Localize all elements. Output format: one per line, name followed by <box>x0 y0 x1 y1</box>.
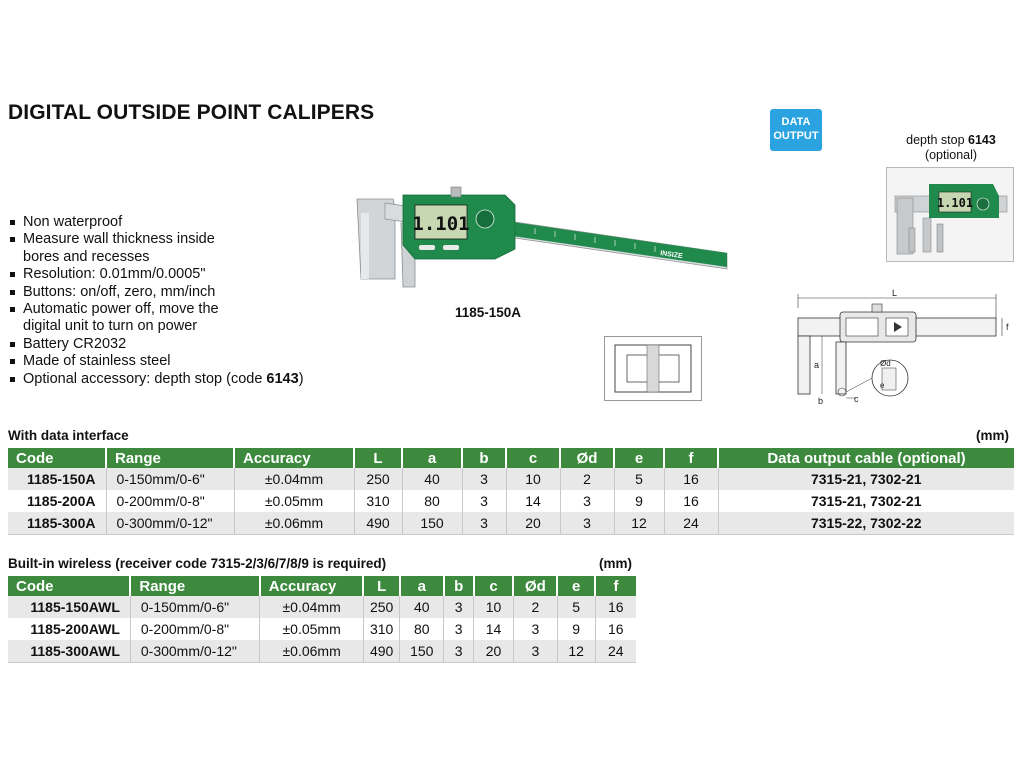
table-cell: 2 <box>560 468 614 490</box>
table-cell: ±0.06mm <box>260 640 364 662</box>
feature-item <box>8 284 304 301</box>
depth-stop-label: depth stop <box>906 133 965 147</box>
table-cell: ±0.04mm <box>234 468 354 490</box>
depth-photo-display: 1.101 <box>936 196 974 210</box>
table-cell: 16 <box>664 468 718 490</box>
table-cell: 7315-22, 7302-22 <box>718 512 1014 534</box>
drawing-label-f: f <box>1006 322 1009 332</box>
drawing-label-L: L <box>892 288 898 298</box>
feature-item <box>8 336 304 353</box>
table-cell: ±0.05mm <box>260 618 364 640</box>
column-header: b <box>462 448 506 468</box>
table-cell: 150 <box>402 512 462 534</box>
model-code-cell: 1185-200A <box>8 490 106 512</box>
drawing-label-e: e <box>880 381 885 390</box>
badge-line-1: DATA <box>781 116 811 128</box>
table-cell: 490 <box>363 640 399 662</box>
bullet-icon <box>10 377 15 382</box>
depth-stop-caption <box>888 133 1014 163</box>
bullet-icon <box>10 359 15 364</box>
table-row <box>8 468 1014 490</box>
table-cell: 14 <box>474 618 514 640</box>
depth-stop-note: (optional) <box>924 148 978 162</box>
spec-table-wireless <box>8 576 636 663</box>
column-header: Code <box>8 576 130 596</box>
table-cell: 0-300mm/0-12" <box>106 512 234 534</box>
table-cell: 10 <box>506 468 560 490</box>
table-cell: ±0.04mm <box>260 596 364 618</box>
table-cell: 5 <box>614 468 664 490</box>
spec-table-data-interface <box>8 448 1014 535</box>
column-header: c <box>506 448 560 468</box>
table-cell: 20 <box>506 512 560 534</box>
caliper-photo <box>355 183 730 298</box>
column-header: Ød <box>560 448 614 468</box>
drawing-label-b: b <box>818 396 824 406</box>
column-header: a <box>400 576 444 596</box>
table1-unit: (mm) <box>976 428 1009 443</box>
table-cell: 3 <box>513 618 557 640</box>
column-header: Range <box>106 448 234 468</box>
column-header: Ød <box>513 576 557 596</box>
table-cell: 40 <box>402 468 462 490</box>
table-cell: ±0.06mm <box>234 512 354 534</box>
table-row <box>8 618 636 640</box>
table-cell: 12 <box>614 512 664 534</box>
table-cell: 9 <box>557 618 595 640</box>
table-cell: 9 <box>614 490 664 512</box>
column-header: f <box>595 576 636 596</box>
table-cell: 80 <box>400 618 444 640</box>
feature-text-continued: bores and recesses <box>23 248 150 265</box>
column-header: a <box>402 448 462 468</box>
table-cell: 3 <box>513 640 557 662</box>
model-code-cell: 1185-300A <box>8 512 106 534</box>
bullet-icon <box>10 220 15 225</box>
table-cell: 40 <box>400 596 444 618</box>
bullet-icon <box>10 272 15 277</box>
model-code-cell: 1185-200AWL <box>8 618 130 640</box>
table-cell: 16 <box>664 490 718 512</box>
bullet-icon <box>10 237 15 242</box>
table-cell: 16 <box>595 618 636 640</box>
model-code-cell: 1185-300AWL <box>8 640 130 662</box>
table-cell: 24 <box>595 640 636 662</box>
technical-drawing <box>796 288 1018 413</box>
column-header: e <box>614 448 664 468</box>
table-row <box>8 640 636 662</box>
feature-code: 6143 <box>266 370 299 387</box>
feature-list <box>8 214 304 388</box>
depth-stop-code: 6143 <box>968 133 996 147</box>
table-cell: 3 <box>462 512 506 534</box>
table-cell: 14 <box>506 490 560 512</box>
table-cell: 490 <box>354 512 402 534</box>
column-header: Range <box>130 576 259 596</box>
table-cell: 0-200mm/0-8" <box>130 618 259 640</box>
table-cell: 310 <box>354 490 402 512</box>
column-header: L <box>354 448 402 468</box>
page-title: DIGITAL OUTSIDE POINT CALIPERS <box>8 101 375 124</box>
bullet-icon <box>10 290 15 295</box>
table-row <box>8 512 1014 534</box>
feature-item <box>8 266 304 283</box>
column-header: L <box>363 576 399 596</box>
column-header: f <box>664 448 718 468</box>
table-cell: 24 <box>664 512 718 534</box>
caliper-brand: INSIZE <box>659 250 684 261</box>
drawing-label-c: c <box>854 394 859 404</box>
column-header: c <box>474 576 514 596</box>
table-cell: 250 <box>363 596 399 618</box>
table-cell: 3 <box>560 512 614 534</box>
table-cell: 0-150mm/0-6" <box>130 596 259 618</box>
model-code-cell: 1185-150A <box>8 468 106 490</box>
bullet-icon <box>10 307 15 312</box>
bullet-icon <box>10 342 15 347</box>
table-cell: 310 <box>363 618 399 640</box>
table-cell: 2 <box>513 596 557 618</box>
caliper-display: 1.101 <box>412 213 470 235</box>
model-code-cell: 1185-150AWL <box>8 596 130 618</box>
table-cell: 3 <box>444 640 474 662</box>
measurement-section-view <box>604 336 702 401</box>
column-header: Code <box>8 448 106 468</box>
column-header: e <box>557 576 595 596</box>
table-cell: 7315-21, 7302-21 <box>718 468 1014 490</box>
column-header: b <box>444 576 474 596</box>
model-caption: 1185-150A <box>455 305 522 320</box>
feature-text: Buttons: on/off, zero, mm/inch <box>23 283 216 300</box>
feature-text-continued: digital unit to turn on power <box>23 318 198 335</box>
feature-text: Non waterproof <box>23 214 123 230</box>
feature-item <box>8 231 304 266</box>
table2-title: Built-in wireless (receiver code 7315-2/3/6/7/8/9 is required) <box>8 556 387 571</box>
feature-tail: ) <box>298 370 304 387</box>
table-cell: 3 <box>444 596 474 618</box>
badge-line-2: OUTPUT <box>773 130 819 142</box>
table-cell: 80 <box>402 490 462 512</box>
table-cell: 20 <box>474 640 514 662</box>
table-cell: 3 <box>560 490 614 512</box>
table-cell: ±0.05mm <box>234 490 354 512</box>
table-cell: 3 <box>444 618 474 640</box>
table-cell: 12 <box>557 640 595 662</box>
feature-text: Optional accessory: depth stop (code <box>23 370 267 387</box>
column-header: Accuracy <box>260 576 364 596</box>
table1-title: With data interface <box>8 428 129 443</box>
depth-stop-photo <box>886 167 1014 262</box>
table2-unit: (mm) <box>599 556 632 571</box>
table-cell: 3 <box>462 468 506 490</box>
feature-item <box>8 353 304 370</box>
feature-text: Automatic power off, move the <box>23 301 219 318</box>
table-cell: 3 <box>462 490 506 512</box>
column-header: Data output cable (optional) <box>718 448 1014 468</box>
feature-item <box>8 301 304 336</box>
table-cell: 150 <box>400 640 444 662</box>
table-cell: 0-150mm/0-6" <box>106 468 234 490</box>
table-cell: 10 <box>474 596 514 618</box>
feature-text: Measure wall thickness inside <box>23 231 215 248</box>
table-row <box>8 596 636 618</box>
table-row <box>8 490 1014 512</box>
feature-text: Made of stainless steel <box>23 353 171 370</box>
table-cell: 250 <box>354 468 402 490</box>
feature-text: Battery CR2032 <box>23 335 127 352</box>
table-cell: 5 <box>557 596 595 618</box>
feature-text: Resolution: 0.01mm/0.0005" <box>23 266 206 283</box>
table-cell: 16 <box>595 596 636 618</box>
column-header: Accuracy <box>234 448 354 468</box>
drawing-label-a: a <box>814 360 820 370</box>
data-output-badge <box>770 109 822 151</box>
table-cell: 0-200mm/0-8" <box>106 490 234 512</box>
feature-item <box>8 214 304 231</box>
drawing-label-d: Ød <box>880 359 891 368</box>
table-cell: 7315-21, 7302-21 <box>718 490 1014 512</box>
table-cell: 0-300mm/0-12" <box>130 640 259 662</box>
feature-item <box>8 371 304 388</box>
